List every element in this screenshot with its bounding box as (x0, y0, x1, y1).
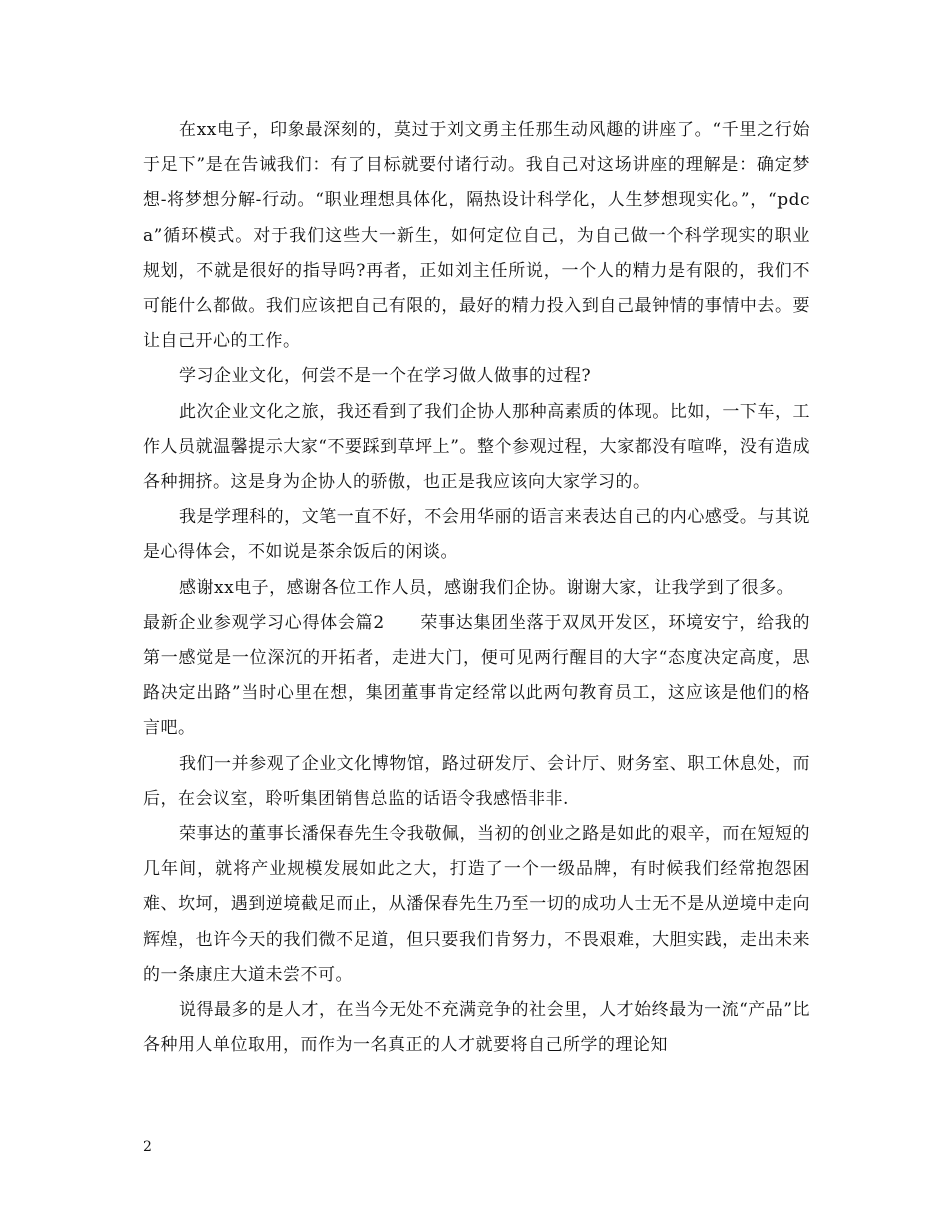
paragraph-talent: 说得最多的是人才，在当今无处不充满竞争的社会里，人才始终最为一流“产品”比各种用人单位取用，而作为一名真正的人才就要将自己所学的理论知 (143, 1000, 810, 1056)
paragraph-quality: 此次企业文化之旅，我还看到了我们企协人那种高素质的体现。比如，一下车，工作人员就温馨提示大家“不要踩到草坪上”。整个参观过程，大家都没有喧哗，没有造成各种拥挤。这是身为企协人的骄傲，也正是我应该向大家学习的。 (143, 401, 810, 493)
paragraph-lecture: 在xx电子，印象最深刻的，莫过于刘文勇主任那生动风趣的讲座了。“千里之行始于足下”是在告诫我们：有了目标就要付诸行动。我自己对这场讲座的理解是：确定梦想-将梦想分解-行动。“职业理想具体化，隔热设计科学化，人生梦想现实化。”，“pdca”循环模式。对于我们这些大一新生，如何定位自己，为自己做一个科学现实的职业规划，不就是很好的指导吗?再者，正如刘主任所说，一个人的精力是有限的，我们不可能什么都做。我们应该把自己有限的，最好的精力投入到自己最钟情的事情中去。要让自己开心的工作。 (143, 120, 810, 352)
paragraph-chairman: 荣事达的董事长潘保春先生令我敬佩，当初的创业之路是如此的艰辛，而在短短的几年间，就将产业规模发展如此之大，打造了一个一级品牌，有时候我们经常抱怨困难、坎坷，遇到逆境截足而止，从潘保春先生乃至一切的成功人士无不是从逆境中走向辉煌，也许今天的我们微不足道，但只要我们肯努力，不畏艰难，大胆实践，走出未来的一条康庄大道未尝不可。 (143, 824, 810, 985)
page-number: 2 (143, 1139, 152, 1155)
paragraph-museum: 我们一并参观了企业文化博物馆，路过研发厅、会计厅、财务室、职工休息处，而后，在会议室，聆听集团销售总监的话语令我感悟非非. (143, 753, 810, 809)
paragraph-thanks: 感谢xx电子，感谢各位工作人员，感谢我们企协。谢谢大家，让我学到了很多。 (179, 577, 795, 598)
paragraph-corporate-culture: 学习企业文化，何尝不是一个在学习做人做事的过程? (179, 366, 592, 387)
paragraph-writing: 我是学理科的，文笔一直不好，不会用华丽的语言来表达自己的内心感受。与其说是心得体会，不如说是茶余饭后的闲谈。 (143, 507, 810, 563)
document-body (143, 113, 810, 1063)
paragraph-section-2: 最新企业参观学习心得体会篇2 荣事达集团坐落于双凤开发区，环境安宁，给我的第一感觉是一位深沉的开拓者，走进大门，便可见两行醒目的大字“态度决定高度，思路决定出路”当时心里在想，集团董事肯定经常以此两句教育员工，这应该是他们的格言吧。 (143, 612, 810, 739)
